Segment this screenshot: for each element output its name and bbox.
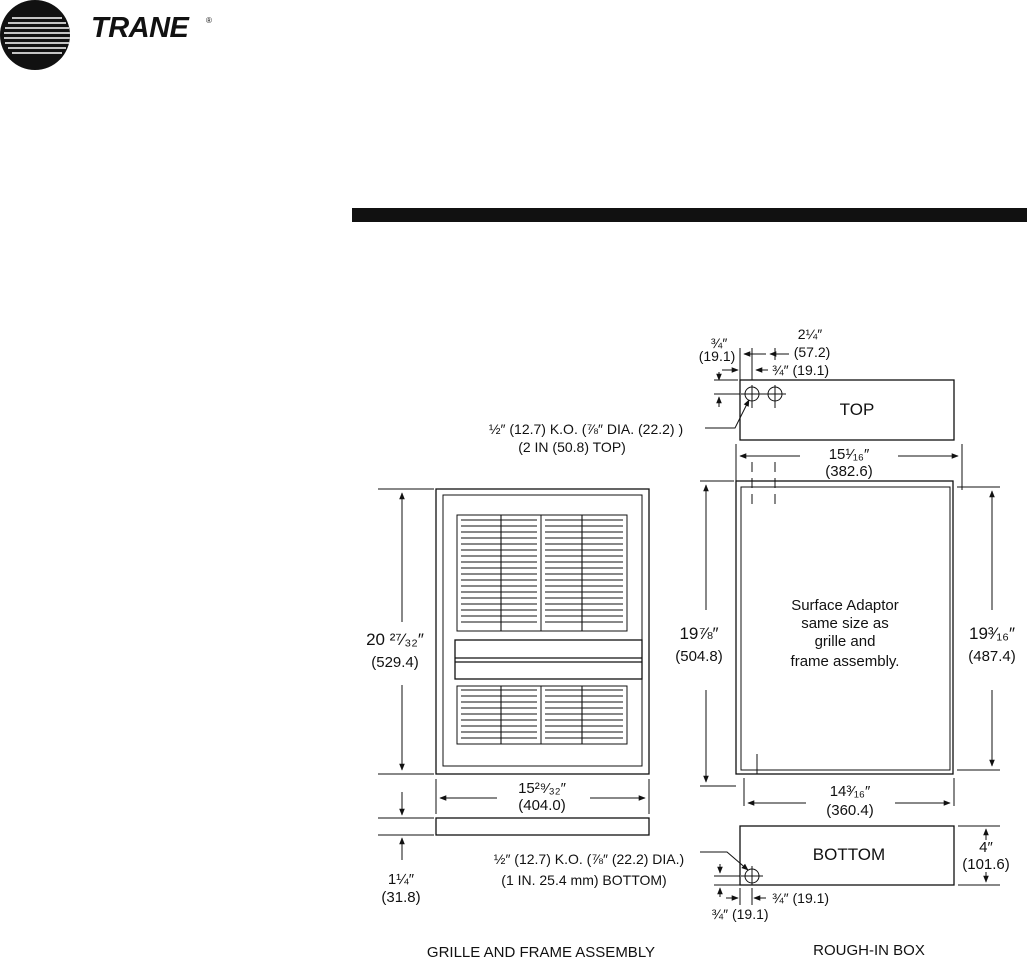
grille-side-profile <box>436 818 649 835</box>
control-bar <box>455 640 642 679</box>
top-width-mm: (382.6) <box>825 463 873 480</box>
rough-in-bottom-view <box>740 826 954 885</box>
ko-spacing-in: 2¼″ <box>797 326 823 342</box>
rough-in-right-height-dimension <box>957 487 1016 770</box>
grille-height-in: 20 ²⁷⁄₃₂″ <box>366 630 424 649</box>
rough-in-caption: ROUGH-IN BOX <box>813 942 925 959</box>
bottom-ko-note-line1: ½″ (12.7) K.O. (⅞″ (22.2) DIA.) <box>493 851 685 867</box>
grille-width-mm: (404.0) <box>518 797 566 814</box>
grille-height-mm: (529.4) <box>371 654 419 671</box>
top-side-offset: ¾″ (19.1) <box>772 362 830 378</box>
bottom-width-mm: (360.4) <box>826 802 874 819</box>
bottom-edge-offset: ¾″ (19.1) <box>711 906 769 922</box>
grille-width-in: 15²⁹⁄₃₂″ <box>518 780 566 797</box>
bottom-knockout-dimensions <box>494 851 829 922</box>
grille-depth-dimension <box>378 792 434 906</box>
depth-in: 4″ <box>979 839 993 856</box>
upper-louvers <box>461 520 623 622</box>
top-ko-note-line1: ½″ (12.7) K.O. (⅞″ DIA. (22.2) ) <box>488 421 684 437</box>
note-line-1: Surface Adaptor <box>791 597 899 614</box>
note-line-2: same size as <box>801 615 889 632</box>
top-edge-mm: (19.1) <box>698 348 736 364</box>
note-line-4: frame assembly. <box>790 653 900 670</box>
bottom-side-offset: ¾″ (19.1) <box>772 890 830 906</box>
ko-spacing-mm: (57.2) <box>793 344 831 360</box>
grille-depth-in: 1¼″ <box>387 871 415 888</box>
rough-in-top-view <box>740 380 954 440</box>
left-height-mm: (504.8) <box>675 648 723 665</box>
lower-louver-panel <box>457 686 627 744</box>
top-ko-note-line2: (2 IN (50.8) TOP) <box>518 439 626 455</box>
rough-in-bottom-width-dimension <box>744 778 954 819</box>
right-height-mm: (487.4) <box>968 648 1016 665</box>
rough-in-top-width-dimension <box>736 444 962 490</box>
depth-mm: (101.6) <box>962 856 1010 873</box>
rough-in-left-height-dimension <box>675 481 736 786</box>
left-height-in: 19⅞″ <box>679 624 719 643</box>
top-width-in: 15¹⁄₁₆″ <box>828 446 870 463</box>
rough-in-front-view <box>736 462 953 774</box>
lower-louvers <box>461 690 623 738</box>
note-line-3: grille and <box>814 633 876 650</box>
brand-name: TRANE <box>91 12 189 44</box>
bottom-width-in: 14³⁄₁₆″ <box>829 783 871 800</box>
registered-mark: ® <box>206 16 212 25</box>
grille-depth-mm: (31.8) <box>381 889 421 906</box>
bottom-label: BOTTOM <box>812 845 886 864</box>
top-label: TOP <box>839 400 875 419</box>
right-height-in: 19³⁄₁₆″ <box>968 624 1016 643</box>
grille-caption: GRILLE AND FRAME ASSEMBLY <box>426 944 656 961</box>
rough-in-depth-dimension <box>958 826 1010 885</box>
grille-height-dimension <box>366 489 434 774</box>
grille-width-dimension <box>436 779 649 814</box>
top-edge-in: ¾″ <box>710 335 728 351</box>
bottom-ko-note-line2: (1 IN. 25.4 mm) BOTTOM) <box>501 872 667 888</box>
top-knockout-dimensions <box>489 326 830 455</box>
